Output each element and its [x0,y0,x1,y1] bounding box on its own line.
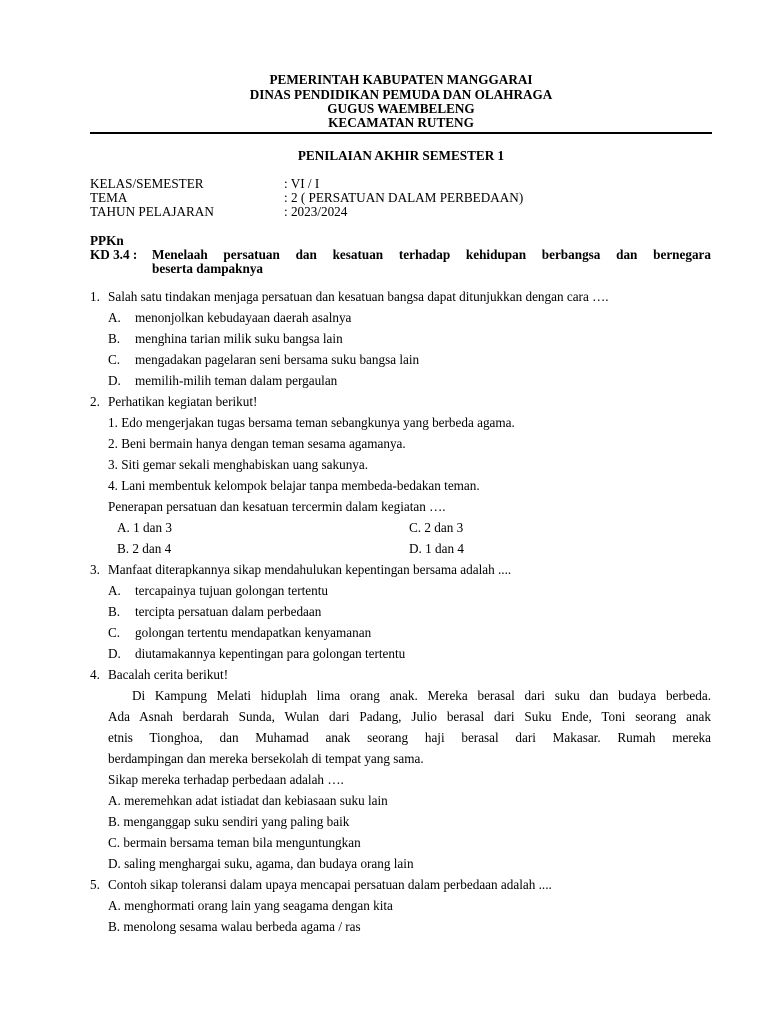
q2-option-d: D. 1 dan 4 [409,541,464,556]
letterhead-line-1: PEMERINTAH KABUPATEN MANGGARAI [269,72,533,87]
q5-text: Contoh sikap toleransi dalam upaya mencapai persatuan dalam perbedaan adalah .... [108,877,552,892]
kd-label: KD 3.4 : [90,247,138,262]
letterhead-line-2: DINAS PENDIDIKAN PEMUDA DAN OLAHRAGA [249,87,553,102]
q4-story-line-1: Di Kampung Melati hiduplah lima orang anak. Mereka berasal dari suku dan budaya berbeda. [132,688,711,703]
q1-option-d: memilih-milih teman dalam pergaulan [135,373,338,388]
q1-option-a-letter: A. [108,310,121,325]
q4-prompt: Sikap mereka terhadap perbedaan adalah …. [108,772,344,787]
subject-label: PPKn [90,233,124,248]
info-label-theme: TEMA [90,190,128,205]
kd-text-line-2: beserta dampaknya [152,261,264,276]
q1-option-b: menghina tarian milik suku bangsa lain [135,331,343,346]
q2-item-4: 4. Lani membentuk kelompok belajar tanpa membeda-bedakan teman. [108,478,480,493]
q3-option-a-letter: A. [108,583,121,598]
q1-number: 1. [90,289,100,304]
q4-option-a: A. meremehkan adat istiadat dan kebiasaan suku lain [108,793,388,808]
info-label-class: KELAS/SEMESTER [90,176,204,191]
info-label-year: TAHUN PELAJARAN [90,204,214,219]
q2-option-b: B. 2 dan 4 [117,541,172,556]
header-divider [90,132,712,134]
info-value-class: : VI / I [284,176,320,191]
q2-option-c: C. 2 dan 3 [409,520,464,535]
q1-option-b-letter: B. [108,331,121,346]
q3-option-c-letter: C. [108,625,121,640]
info-value-theme: : 2 ( PERSATUAN DALAM PERBEDAAN) [284,190,524,205]
q3-option-b-letter: B. [108,604,121,619]
q1-text: Salah satu tindakan menjaga persatuan dan kesatuan bangsa dapat ditunjukkan dengan cara …. [108,289,609,304]
info-value-year: : 2023/2024 [284,204,348,219]
kd-text-line-1: Menelaah persatuan dan kesatuan terhadap kehidupan berbangsa dan bernegara [152,247,711,262]
q5-number: 5. [90,877,100,892]
q3-number: 3. [90,562,100,577]
q1-option-c-letter: C. [108,352,121,367]
exam-title: PENILAIAN AKHIR SEMESTER 1 [297,148,505,163]
q3-text: Manfaat diterapkannya sikap mendahulukan kepentingan bersama adalah .... [108,562,512,577]
q4-text: Bacalah cerita berikut! [108,667,229,682]
letterhead-line-4: KECAMATAN RUTENG [328,115,474,130]
q2-number: 2. [90,394,100,409]
q2-item-3: 3. Siti gemar sekali menghabiskan uang sakunya. [108,457,369,472]
q2-option-a: A. 1 dan 3 [117,520,172,535]
q1-option-d-letter: D. [108,373,121,388]
q3-option-a: tercapainya tujuan golongan tertentu [135,583,328,598]
q1-option-c: mengadakan pagelaran seni bersama suku bangsa lain [135,352,420,367]
q2-item-1: 1. Edo mengerjakan tugas bersama teman sebangkunya yang berbeda agama. [108,415,515,430]
q4-story-line-4: berdampingan dan mereka bersekolah di tempat yang sama. [108,751,424,766]
q3-option-d: diutamakannya kepentingan para golongan tertentu [135,646,406,661]
q3-option-d-letter: D. [108,646,121,661]
letterhead-line-3: GUGUS WAEMBELENG [327,101,475,116]
q2-item-2: 2. Beni bermain hanya dengan teman sesama agamanya. [108,436,406,451]
q5-option-b: B. menolong sesama walau berbeda agama / ras [108,919,361,934]
q1-option-a: menonjolkan kebudayaan daerah asalnya [135,310,352,325]
q2-text: Perhatikan kegiatan berikut! [108,394,258,409]
q3-option-b: tercipta persatuan dalam perbedaan [135,604,322,619]
q3-option-c: golongan tertentu mendapatkan kenyamanan [135,625,372,640]
q4-story-line-2: Ada Asnah berdarah Sunda, Wulan dari Padang, Julio berasal dari Suku Ende, Toni seorang anak [108,709,711,724]
q4-number: 4. [90,667,100,682]
q2-prompt: Penerapan persatuan dan kesatuan tercermin dalam kegiatan …. [108,499,446,514]
q5-option-a: A. menghormati orang lain yang seagama dengan kita [108,898,393,913]
q4-option-c: C. bermain bersama teman bila menguntungkan [108,835,361,850]
q4-story-line-3: etnis Tionghoa, dan Muhamad anak seorang haji berasal dari Makasar. Rumah mereka [108,730,711,745]
q4-option-b: B. menganggap suku sendiri yang paling baik [108,814,350,829]
q4-option-d: D. saling menghargai suku, agama, dan budaya orang lain [108,856,414,871]
